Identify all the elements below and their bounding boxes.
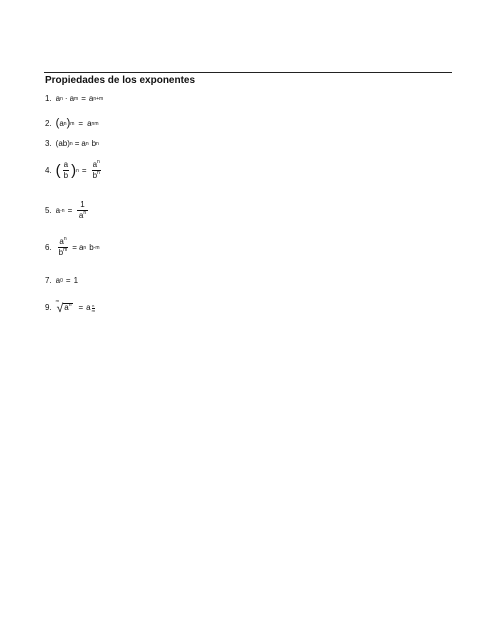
base: a [55,205,61,215]
base: a [78,242,84,252]
denominator: $a^n$ [78,210,87,220]
base: a [87,118,92,128]
property-9 [45,298,95,315]
item-number: 6. [45,242,52,252]
numerator: 1 [77,201,87,211]
property-1: 1. a n · a m = a n+m [45,94,104,103]
base: a [55,276,61,285]
fractional-exponent [92,304,95,313]
exponent-denominator: m [91,307,95,313]
equals-sign: = [72,242,77,252]
property-6: 6. $\frac{a^n}{b^m}$ = a n b -m [45,236,100,257]
horizontal-rule [44,72,452,73]
property-5: 5. a -n = $\frac{1}{a^n}$ [45,200,87,220]
base: b [91,139,97,148]
base-product: (ab) [55,139,70,148]
radical-sign: √ [56,301,64,315]
numerator: a [63,160,69,169]
base: b [89,242,94,252]
radicand: $a^n$ [64,302,72,313]
equals-sign: = [81,94,86,103]
base: a [59,118,64,128]
numerator: $a^n$ [59,236,67,246]
item-number: 3. [45,139,52,148]
equals-sign: = [78,118,84,128]
equals-sign: = [81,165,87,175]
item-number: 4. [45,165,52,175]
equals-sign: = [65,276,71,285]
item-number: 9. [45,303,52,312]
equals-sign: = [74,139,80,148]
left-paren: ( [55,117,60,129]
numerator: $a^n$ [92,159,100,169]
multiply-dot: · [64,94,68,103]
fraction [58,238,69,257]
base: a [69,94,75,103]
base: a [55,94,61,103]
base: a [88,94,94,103]
denominator: $b^n$ [92,170,100,180]
property-3: 3. (ab) n = a n b n [45,139,99,148]
property-4: 4. ( $\frac{a}{b}$ ) n = $\frac{a^n}{b^n}$ [45,159,100,180]
fraction [77,201,87,220]
base: a [81,139,86,148]
base: a [86,303,91,312]
fraction [92,161,101,180]
item-number: 2. [45,118,52,128]
property-7: 7. a 0 = 1 [45,276,79,285]
exponent-numerator: n [92,302,95,308]
result: 1 [73,276,79,285]
equals-sign: = [67,205,73,215]
root-index: m [55,298,60,303]
right-paren: ) [66,117,71,129]
left-paren: ( [55,162,61,179]
denominator: $b^m$ [58,247,68,257]
property-2: 2. ( a n ) m = a nm [45,117,99,129]
nth-root [55,298,73,315]
item-number: 7. [45,276,52,285]
equals-sign: = [78,303,84,312]
page-title: Propiedades de los exponentes [45,75,196,86]
item-number: 1. [45,94,52,103]
fraction [63,161,69,180]
denominator: b [63,171,69,180]
item-number: 5. [45,205,52,215]
right-paren: ) [71,162,77,179]
